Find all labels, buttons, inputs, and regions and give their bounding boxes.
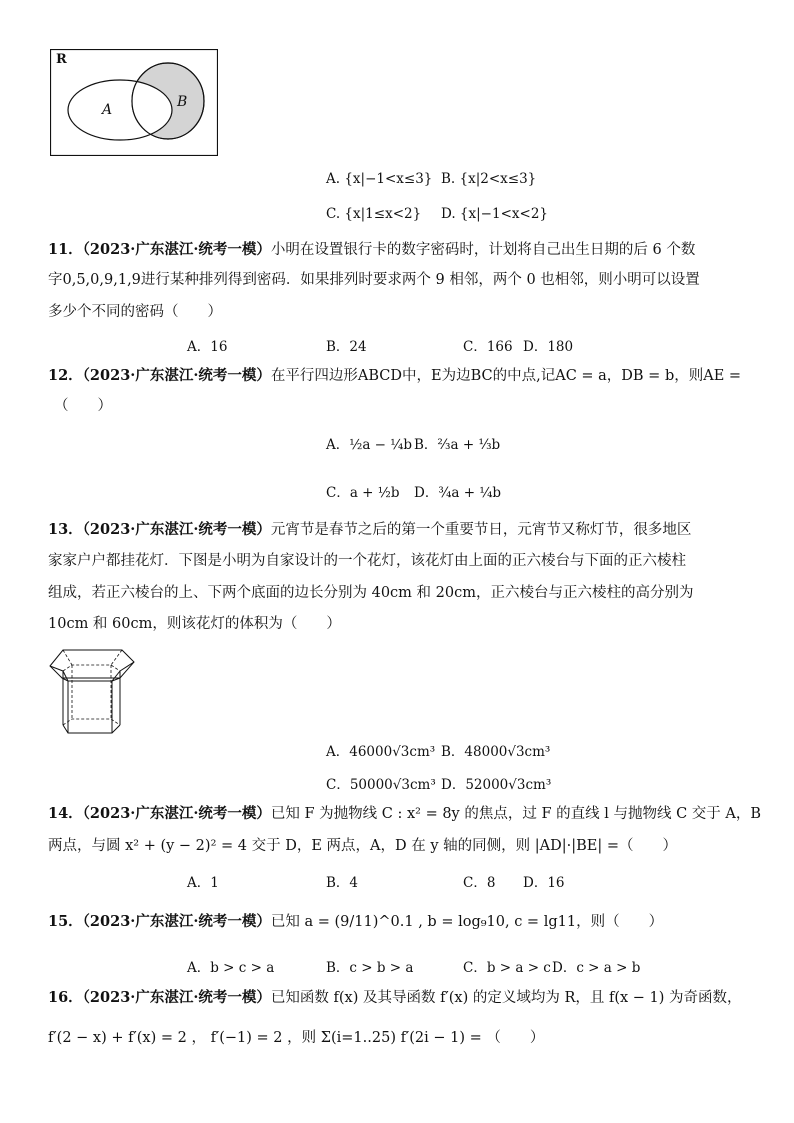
q13-option-c: C．50000√3cm³ xyxy=(326,777,436,793)
q16-head: 16．（2023·广东湛江·统考一模） xyxy=(48,989,271,1006)
q16-line1 xyxy=(48,988,742,1008)
q10-option-a: A. {x|−1<x≤3} xyxy=(326,171,433,187)
q11-line2: 字0,5,0,9,1,9进行某种排列得到密码．如果排列时要求两个 9 相邻，两个 0 也相邻，则小明可以设置 xyxy=(48,272,700,288)
q13-option-b: B．48000√3cm³ xyxy=(441,744,551,760)
q15-head: 15．（2023·广东湛江·统考一模） xyxy=(48,913,271,930)
hexagonal-frustum-prism-svg xyxy=(46,645,136,737)
q12-option-d: D．¾a + ¼b xyxy=(414,485,502,501)
q13-line2: 家家户户都挂花灯．下图是小明为自家设计的一个花灯，该花灯由上面的正六棱台与下面的正六棱柱 xyxy=(48,553,686,569)
q15-option-a: A．b > c > a xyxy=(187,960,275,976)
q11-line1 xyxy=(48,240,695,260)
universe-label: R xyxy=(56,52,67,67)
q12-line1 xyxy=(48,366,741,386)
set-a-label: A xyxy=(102,102,113,118)
q13-line1 xyxy=(48,520,691,540)
q15-option-c: C．b > a > c xyxy=(463,960,551,976)
q12-head: 12．（2023·广东湛江·统考一模） xyxy=(48,367,271,384)
q16-text1: 已知函数 f(x) 及其导函数 f′(x) 的定义域均为 R，且 f(x − 1) 为奇函数， xyxy=(270,990,742,1006)
q11-option-d: D．180 xyxy=(523,339,574,355)
q13-option-d: D．52000√3cm³ xyxy=(441,777,552,793)
q11-option-b: B．24 xyxy=(326,339,367,355)
q14-option-c: C．8 xyxy=(463,875,496,891)
set-b-label: B xyxy=(177,94,188,110)
q12-text1: 在平行四边形ABCD中，E为边BC的中点,记AC = a，DB = b，则AE = xyxy=(270,368,742,384)
q13-head: 13．（2023·广东湛江·统考一模） xyxy=(48,521,271,538)
q12-option-b: B．⅔a + ⅓b xyxy=(414,437,501,453)
q14-line1 xyxy=(48,804,761,824)
q13-line4: 10cm 和 60cm，则该花灯的体积为（ ） xyxy=(48,616,341,632)
venn-svg xyxy=(50,49,218,156)
q13-line3: 组成，若正六棱台的上、下两个底面的边长分别为 40cm 和 20cm，正六棱台与正六棱柱的高分别为 xyxy=(48,585,694,601)
q15-line1 xyxy=(48,912,663,932)
q14-head: 14．（2023·广东湛江·统考一模） xyxy=(48,805,271,822)
q16-line2: f′(2 − x) + f′(x) = 2 ， f′(−1) = 2 ，则 Σ(i=1..25) f′(2i − 1) = （ ） xyxy=(48,1030,545,1046)
q13-option-a: A．46000√3cm³ xyxy=(326,744,436,760)
q14-option-d: D．16 xyxy=(523,875,565,891)
q11-option-a: A．16 xyxy=(187,339,228,355)
q10-option-c: C. {x|1≤x<2} xyxy=(326,206,422,222)
q14-text1: 已知 F 为抛物线 C : x² = 8y 的焦点，过 F 的直线 l 与抛物线 C 交于 A，B xyxy=(270,806,762,822)
q15-option-b: B．c > b > a xyxy=(326,960,414,976)
q10-option-b: B. {x|2<x≤3} xyxy=(441,171,537,187)
q15-option-d: D．c > a > b xyxy=(552,960,641,976)
q11-line3: 多少个不同的密码（ ） xyxy=(48,304,222,320)
q14-option-b: B．4 xyxy=(326,875,359,891)
lantern-figure xyxy=(46,645,136,737)
q15-text1: 已知 a = (9/11)^0.1 , b = log₉10, c = lg11，则（ ） xyxy=(270,914,664,930)
q12-option-a: A．½a − ¼b xyxy=(326,437,413,453)
q11-head: 11．（2023·广东湛江·统考一模） xyxy=(48,241,271,258)
q14-line2: 两点，与圆 x² + (y − 2)² = 4 交于 D，E 两点，A，D 在 y 轴的同侧，则 |AD|·|BE| =（ ） xyxy=(48,838,677,854)
venn-diagram xyxy=(50,49,218,156)
q11-option-c: C．166 xyxy=(463,339,513,355)
q12-option-c: C．a + ½b xyxy=(326,485,400,501)
q13-text1: 元宵节是春节之后的第一个重要节日，元宵节又称灯节，很多地区 xyxy=(270,522,692,538)
q11-text1: 小明在设置银行卡的数字密码时，计划将自己出生日期的后 6 个数 xyxy=(270,242,696,258)
q14-option-a: A．1 xyxy=(187,875,219,891)
q12-line2: （ ） xyxy=(54,398,112,414)
q10-option-d: D. {x|−1<x<2} xyxy=(441,206,548,222)
